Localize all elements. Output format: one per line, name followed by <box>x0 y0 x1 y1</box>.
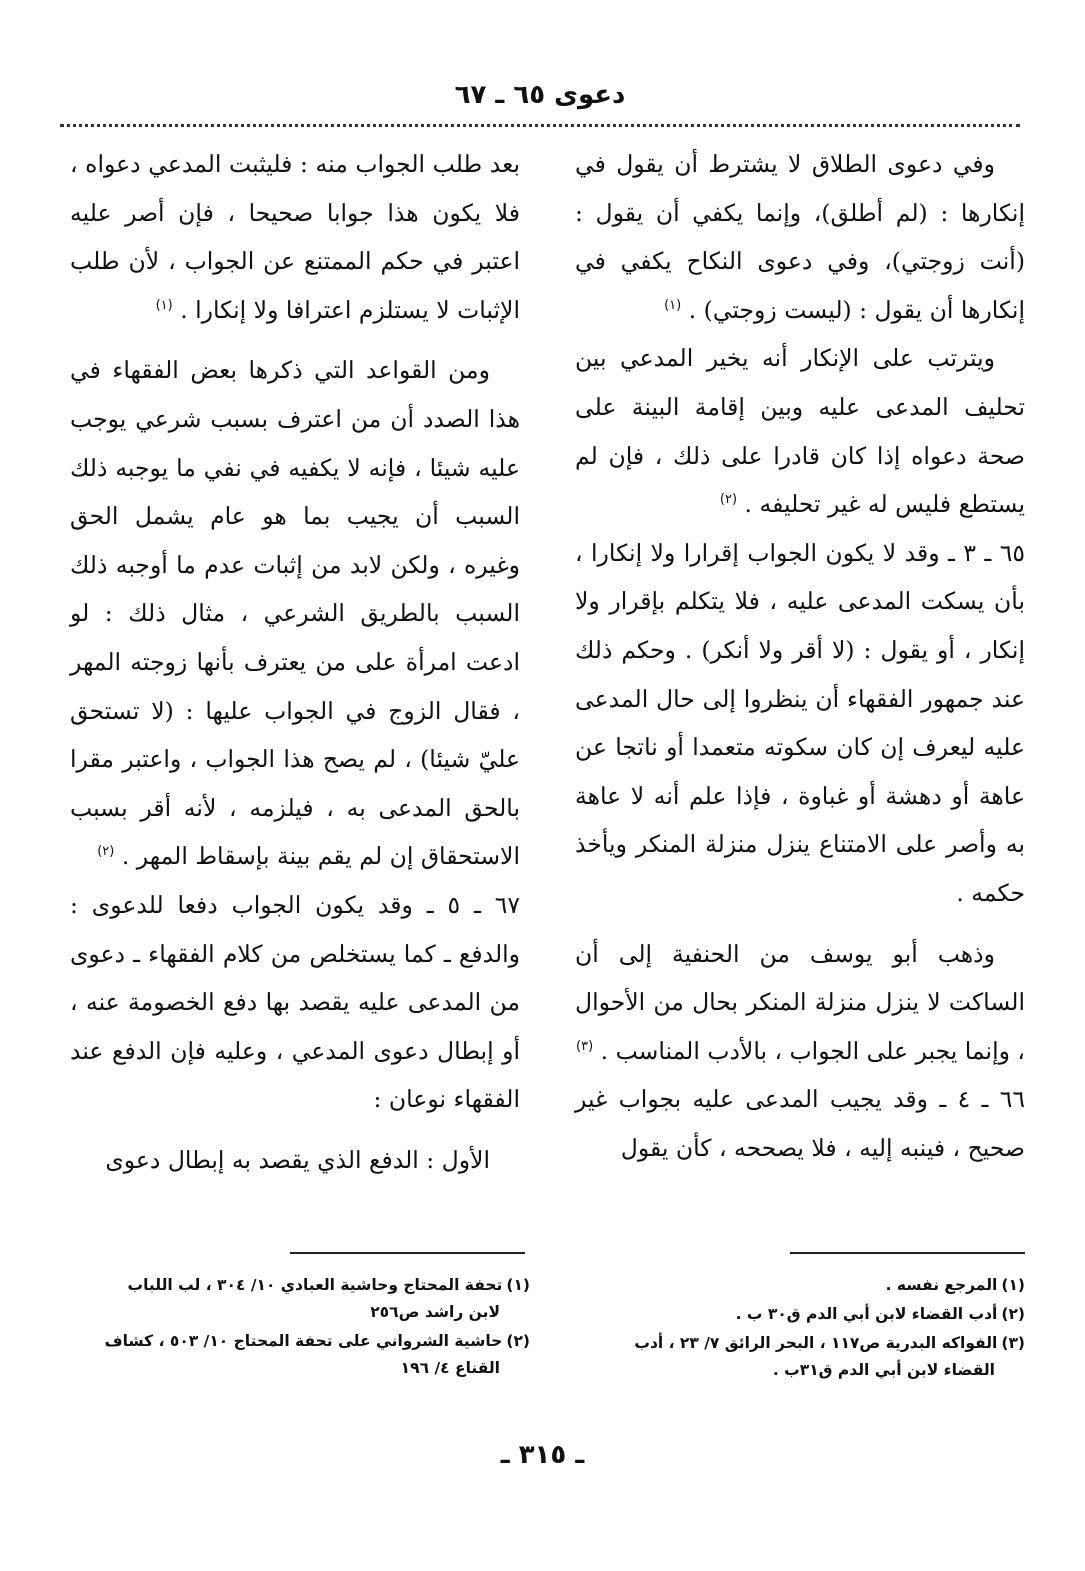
paragraph <box>70 140 520 334</box>
paragraph <box>70 881 520 1124</box>
left-column <box>70 140 520 1184</box>
paragraph-text: وفي دعوى الطلاق لا يشترط أن يقول في إنكارها : (لم أطلق)، وإنما يكفي أن يقول : (أنت زوجتي)، وفي دعوى النكاح يكفي في إنكارها أن يقول : (ليست زوجتي) . <box>575 150 1025 324</box>
paragraph <box>575 1075 1025 1172</box>
paragraph-text: ٦٧ ـ ٥ ـ وقد يكون الجواب دفعا للدعوى : والدفع ـ كما يستخلص من كلام الفقهاء ـ دعوى من المدعى عليه يقصد بها دفع الخصومة عنه ، أو إبطال دعوى المدعي ، وعليه فإن الدفع عند الفقهاء نوعان : <box>70 890 521 1114</box>
footnote-continuation: لابن راشد ص٢٥٦ <box>370 1303 500 1321</box>
footnote <box>70 1272 530 1326</box>
footnote-text: تحفة المحتاج وحاشية العبادي ١٠/ ٣٠٤ ، لب اللباب <box>127 1276 503 1294</box>
paragraph-text: ومن القواعد التي ذكرها بعض الفقهاء في هذا الصدد أن من اعترف بسبب شرعي يوجب عليه شيئا ، فإنه لا يكفيه في نفي ما يوجبه ذلك السبب أن يجيب بما هو عام يشمل الحق وغيره ، ولكن لابد من إثبات عدم ما أوجبه ذلك السبب بالطريق الشرعي ، مثال ذلك : لو ادعت امرأة على من يعترف بأنها زوجته المهر ، فقال الزوج في الجواب عليها : (لا تستحق عليّ شيئا) ، لم يصح هذا الجواب ، واعتبر مقرا بالحق المدعى به ، فيلزمه ، لأنه أقر بسبب الاستحقاق إن لم يقم بينة بإسقاط المهر . <box>70 356 520 871</box>
paragraph-text: ٦٥ ـ ٣ ـ وقد لا يكون الجواب إقرارا ولا إنكارا ، بأن يسكت المدعى عليه ، فلا يتكلم بإقرار ولا إنكار ، أو يقول : (لا أقر ولا أنكر) . وحكم ذلك عند جمهور الفقهاء أن ينظروا إلى حال المدعى عليه ليعرف إن كان سكوته متعمدا أو ناتجا عن عاهة أو دهشة أو غباوة ، فإذا علم أنه لا عاهة به وأصر على الامتناع ينزل منزلة المنكر ويأخذ حكمه . <box>575 538 1025 907</box>
paragraph <box>70 346 520 881</box>
right-column <box>575 140 1025 1172</box>
footnote-continuation: القضاء لابن أبي الدم ق٣١ب . <box>772 1361 995 1379</box>
paragraph-text: بعد طلب الجواب منه : فليثبت المدعي دعواه ، فلا يكون هذا جوابا صحيحا ، فإن أصر عليه اعتبر في حكم الممتنع عن الجواب ، لأن طلب الإثبات لا يستلزم اعترافا ولا إنكارا . <box>70 150 520 324</box>
footnote <box>565 1330 1025 1384</box>
footnote <box>70 1328 530 1382</box>
footnote-text: حاشية الشرواني على تحفة المحتاج ١٠/ ٥٠٣ ، كشاف <box>104 1332 503 1350</box>
footnote <box>565 1301 1025 1328</box>
footnotes-left <box>70 1272 530 1384</box>
footnote-ref: (١) <box>664 297 682 313</box>
footnote-marker: (٢) <box>506 1332 530 1350</box>
paragraph-text: ويترتب على الإنكار أنه يخير المدعي بين تحليف المدعى عليه وبين إقامة البينة على صحة دعواه إذا كان قادرا على ذلك ، فإن لم يستطع فليس له غير تحليفه . <box>575 344 1025 519</box>
paragraph <box>575 140 1025 334</box>
page-number: ـ ٣١٥ ـ <box>500 1440 585 1470</box>
paragraph-text: الأول : الدفع الذي يقصد به إبطال دعوى <box>105 1145 490 1174</box>
paragraph <box>70 1136 520 1185</box>
footnote-marker: (١) <box>506 1276 530 1294</box>
footnote-text: الفواكه البدرية ص١١٧ ، البحر الرائق ٧/ ٢٣ ، أدب <box>634 1334 998 1352</box>
footnotes-right <box>565 1272 1025 1386</box>
footnote-ref: (١) <box>155 297 173 313</box>
footnote-ref: (٣) <box>576 1038 594 1054</box>
footnote-separator-right <box>790 1252 1025 1254</box>
paragraph-text: وذهب أبو يوسف من الحنفية إلى أن الساكت لا ينزل منزلة المنكر بحال من الأحوال ، وإنما يجبر على الجواب ، بالأدب المناسب . <box>575 939 1025 1065</box>
running-header: دعوى ٦٥ ـ ٦٧ <box>454 80 626 110</box>
footnote-continuation: القناع ٤/ ١٩٦ <box>400 1359 500 1377</box>
footnote-text: أدب القضاء لابن أبي الدم ق٣٠ ب . <box>735 1305 998 1323</box>
footnote-ref: (٢) <box>719 492 738 508</box>
paragraph <box>575 930 1025 1076</box>
paragraph-text: ٦٦ ـ ٤ ـ وقد يجيب المدعى عليه بجواب غير صحيح ، فينبه إليه ، فلا يصححه ، كأن يقول <box>575 1085 1026 1162</box>
header-dotted-rule <box>60 124 1020 127</box>
paragraph <box>575 334 1025 528</box>
footnote-marker: (٢) <box>1001 1305 1025 1323</box>
footnote-marker: (٣) <box>1001 1334 1025 1352</box>
footnote-marker: (١) <box>1001 1276 1025 1294</box>
footnote-ref: (٢) <box>97 844 115 860</box>
footnote-text: المرجع نفسه . <box>885 1276 998 1294</box>
paragraph <box>575 529 1025 918</box>
footnote-separator-left <box>290 1252 525 1254</box>
footnote <box>565 1272 1025 1299</box>
